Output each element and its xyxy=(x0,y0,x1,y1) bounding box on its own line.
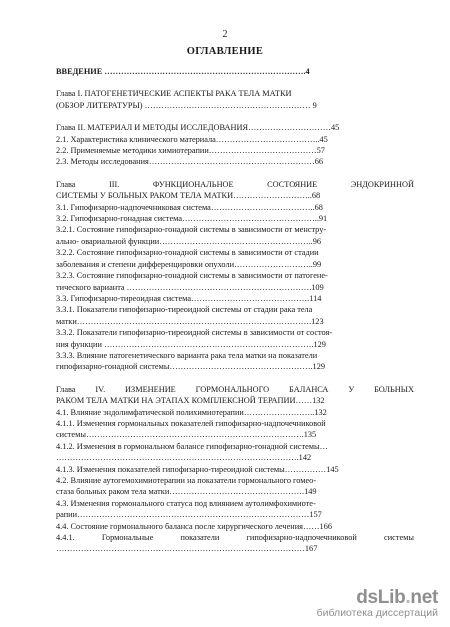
toc-line: 2.3. Методы исследования……………………………………………………66 xyxy=(56,157,324,167)
toc-line: (ОБЗОР ЛИТЕРАТУРЫ) …………………………………………………… 9 xyxy=(56,100,317,110)
toc-line: 3.3.1. Показатели гипофизарно-тиреоидной системы от стадии рака тела xyxy=(56,305,313,315)
toc-line: тического варианта ………………………………………………………….109 xyxy=(56,282,324,292)
toc-line: гипофизарно-гонадной системы…………………………………………….129 xyxy=(56,362,326,372)
toc-line: 3.2.2. Состояние гипофизарно-гонадной системы в зависимости от стадии xyxy=(56,248,319,258)
watermark-logo: dsLib.net xyxy=(356,587,438,608)
toc-line: 3.2.1. Состояние гипофизарно-гонадной системы в зависимости от менстру- xyxy=(56,225,327,235)
toc-line: СИСТЕМЫ У БОЛЬНЫХ РАКОМ ТЕЛА МАТКИ………………………..68 xyxy=(56,191,321,201)
toc-line: 4.2. Влияние аутогемохимиотерапии на показатели гормонального гомео- xyxy=(56,476,317,485)
toc-line: 4.1. Влияние эндолимфатической полихимиотерапии……………………..132 xyxy=(56,407,327,417)
toc-line: ВВЕДЕНИЕ ……………………………………………………………….4 xyxy=(56,67,310,76)
watermark xyxy=(288,587,438,619)
table-of-contents xyxy=(56,66,414,555)
toc-line: рапии…………………………………………………………………………157 xyxy=(56,510,322,520)
toc-line: Глава II. МАТЕРИАЛ И МЕТОДЫ ИССЛЕДОВАНИЯ…………………………45 xyxy=(56,123,340,133)
toc-line: 2.1. Характеристика клинического материала………………………………..45 xyxy=(56,134,328,144)
toc-line: 4.1.3. Изменения показателей гипофизарно-тиреоидной системы……………145 xyxy=(56,464,339,474)
toc-line: системы…………………………………………………………………….135 xyxy=(56,430,317,440)
toc-line: заболевания и степени дифференцировки опухоли………………………..99 xyxy=(56,259,322,269)
toc-line: Глава III. ФУНКЦИОНАЛЬНОЕ СОСТОЯНИЕ ЭНДОКРИННОЙ xyxy=(56,179,414,189)
toc-line: 4.3. Изменения гормонального статуса под влиянием аутолимфохимиоте- xyxy=(56,498,316,508)
toc-line: 2.2. Применяемые методики химиотерапии…………………………………57 xyxy=(56,146,325,156)
toc-line: 3.3. Гипофизарно-тиреоидная система…………………………………….114 xyxy=(56,293,322,303)
toc-line: ния функции ………………………………………………………………….129 xyxy=(56,339,326,349)
toc-line: 3.3.2. Показатели гипофизарно-тиреоидной системы в зависимости от состоя- xyxy=(56,328,333,338)
toc-line: 4.4. Состояние гормонального баланса после хирургического лечения……166 xyxy=(56,521,332,531)
page-number: 2 xyxy=(222,29,228,40)
page-title: ОГЛАВЛЕНИЕ xyxy=(186,46,264,57)
toc-line: Глава I. ПАТОГЕНЕТИЧЕСКИЕ АСПЕКТЫ РАКА ТЕЛА МАТКИ xyxy=(56,89,292,99)
toc-line: 4.1.1. Изменения гормональных показателей гипофизарно-надпочечниковой xyxy=(56,418,326,428)
toc-line: 4.1.2. Изменения в гормональном балансе гипофизарно-гонадной системы… xyxy=(56,441,328,451)
toc-line: стаза больных раком тела матки………………………………………….149 xyxy=(56,487,317,497)
toc-line: Глава IV. ИЗМЕНЕНИЕ ГОРМОНАЛЬНОГО БАЛАНСА У БОЛЬНЫХ xyxy=(56,384,414,394)
watermark-subtitle: библиотека диссертаций xyxy=(316,607,438,619)
toc-line: 4.4.1. Гормональные показатели гипофизарно-надпочечниковой системы xyxy=(56,533,414,543)
toc-line: РАКОМ ТЕЛА МАТКИ НА ЭТАПАХ КОМПЛЕКСНОЙ ТЕРАПИИ……132 xyxy=(56,396,325,406)
toc-line: ………………………………………………………………………………167 xyxy=(56,544,318,554)
toc-line: ально- овариальной функции………………………………………………..96 xyxy=(56,236,322,246)
toc-line: …………………………………………………………………………….142 xyxy=(56,453,312,463)
toc-line: 3.3.3. Влияние патогенетического варианта рака тела матки на показатели xyxy=(56,350,318,360)
toc-line: матки………………………………………………………………………….123 xyxy=(56,316,324,326)
toc-line: 3.2. Гипофизарно-гонадная система…………………………………………..91 xyxy=(56,214,328,224)
toc-line: 3.2.3. Состояние гипофизарно-гонадной системы в зависимости от патогене- xyxy=(56,271,328,281)
toc-line: 3.1. Гипофизарно-надпочечниковая система………………………………..68 xyxy=(56,202,323,212)
